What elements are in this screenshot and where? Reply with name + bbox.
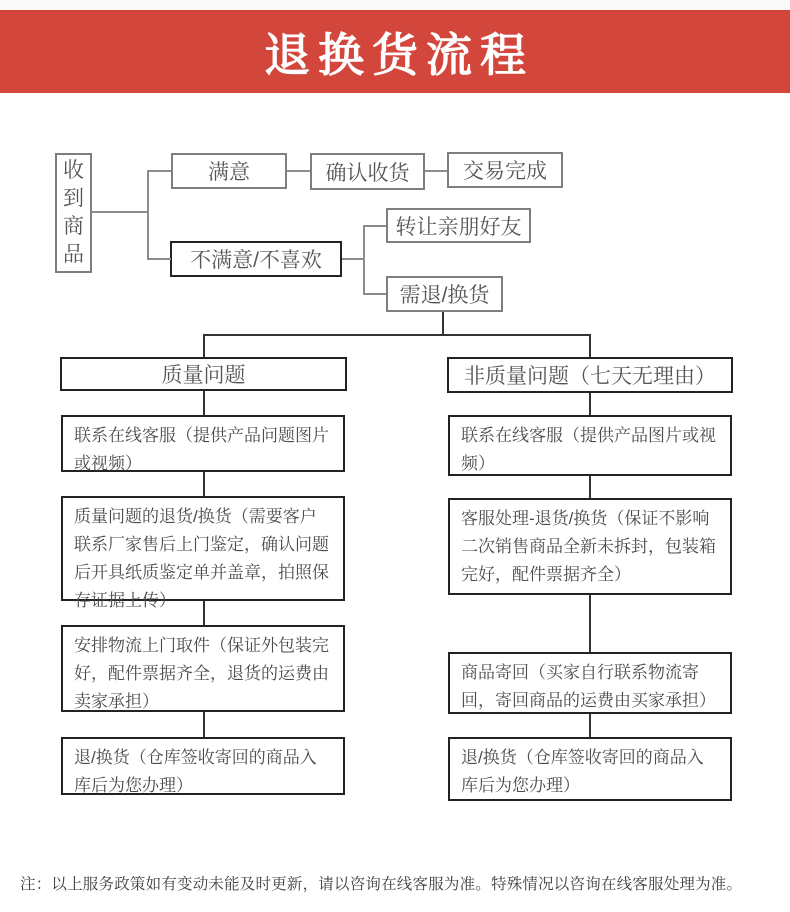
top-strip [0, 0, 790, 10]
right-step-final-return-exchange: 退/换货（仓库签收寄回的商品入库后为您办理） [448, 737, 732, 801]
connector-right-2 [589, 476, 591, 498]
connector-to-transfer [363, 225, 386, 227]
connector-split2-vertical [363, 225, 365, 294]
right-step-send-back: 商品寄回（买家自行联系物流寄回，寄回商品的运费由买家承担） [448, 652, 732, 714]
flow-node-confirm-receipt: 确认收货 [310, 153, 425, 190]
branch-header-quality-issue: 质量问题 [60, 357, 347, 391]
connector-branch-horizontal [203, 334, 591, 336]
left-step-final-return-exchange: 退/换货（仓库签收寄回的商品入库后为您办理） [61, 737, 345, 795]
connector-to-need-return [363, 293, 386, 295]
title-banner [0, 10, 790, 93]
connector-satisfied-to-confirm [287, 170, 310, 172]
connector-left-1 [203, 391, 205, 415]
right-step-service-handling: 客服处理-退货/换货（保证不影响二次销售商品全新未拆封，包装箱完好，配件票据齐全） [448, 498, 732, 595]
left-step-contact-service: 联系在线客服（提供产品问题图片或视频） [61, 415, 345, 472]
flow-node-transfer-to-friends: 转让亲朋好友 [386, 208, 531, 243]
connector-left-2 [203, 472, 205, 496]
flow-node-transaction-complete: 交易完成 [447, 152, 563, 188]
connector-down-to-non-quality [589, 334, 591, 357]
connector-to-satisfied [147, 170, 171, 172]
connector-down-to-quality [203, 334, 205, 357]
left-step-logistics-pickup: 安排物流上门取件（保证外包装完好，配件票据齐全，退货的运费由卖家承担） [61, 625, 345, 712]
flow-node-need-return-exchange: 需退/换货 [386, 276, 503, 312]
connector-left-3 [203, 601, 205, 625]
left-step-quality-return-process: 质量问题的退货/换货（需要客户联系厂家售后上门鉴定，确认问题后开具纸质鉴定单并盖章，拍照保存证据上传） [61, 496, 345, 601]
connector-confirm-to-complete [425, 170, 447, 172]
flow-node-satisfied: 满意 [171, 153, 287, 189]
connector-unsatisfied-to-split2 [342, 258, 364, 260]
connector-need-return-down [442, 312, 444, 335]
connector-right-3 [589, 595, 591, 652]
page-title: 退换货流程 [264, 28, 534, 81]
connector-right-4 [589, 714, 591, 737]
branch-header-non-quality-issue: 非质量问题（七天无理由） [447, 357, 733, 393]
right-step-contact-service: 联系在线客服（提供产品图片或视频） [448, 415, 732, 476]
connector-split-vertical [147, 170, 149, 260]
connector-to-unsatisfied [147, 258, 171, 260]
connector-right-1 [589, 393, 591, 415]
connector-start-to-split [91, 211, 148, 213]
footer-note: 注：以上服务政策如有变动未能及时更新，请以咨询在线客服为准。特殊情况以咨询在线客服处理为准。 [20, 876, 743, 893]
connector-left-4 [203, 712, 205, 737]
flow-node-unsatisfied: 不满意/不喜欢 [170, 241, 342, 277]
flow-node-received-goods: 收到商品 [55, 153, 92, 273]
